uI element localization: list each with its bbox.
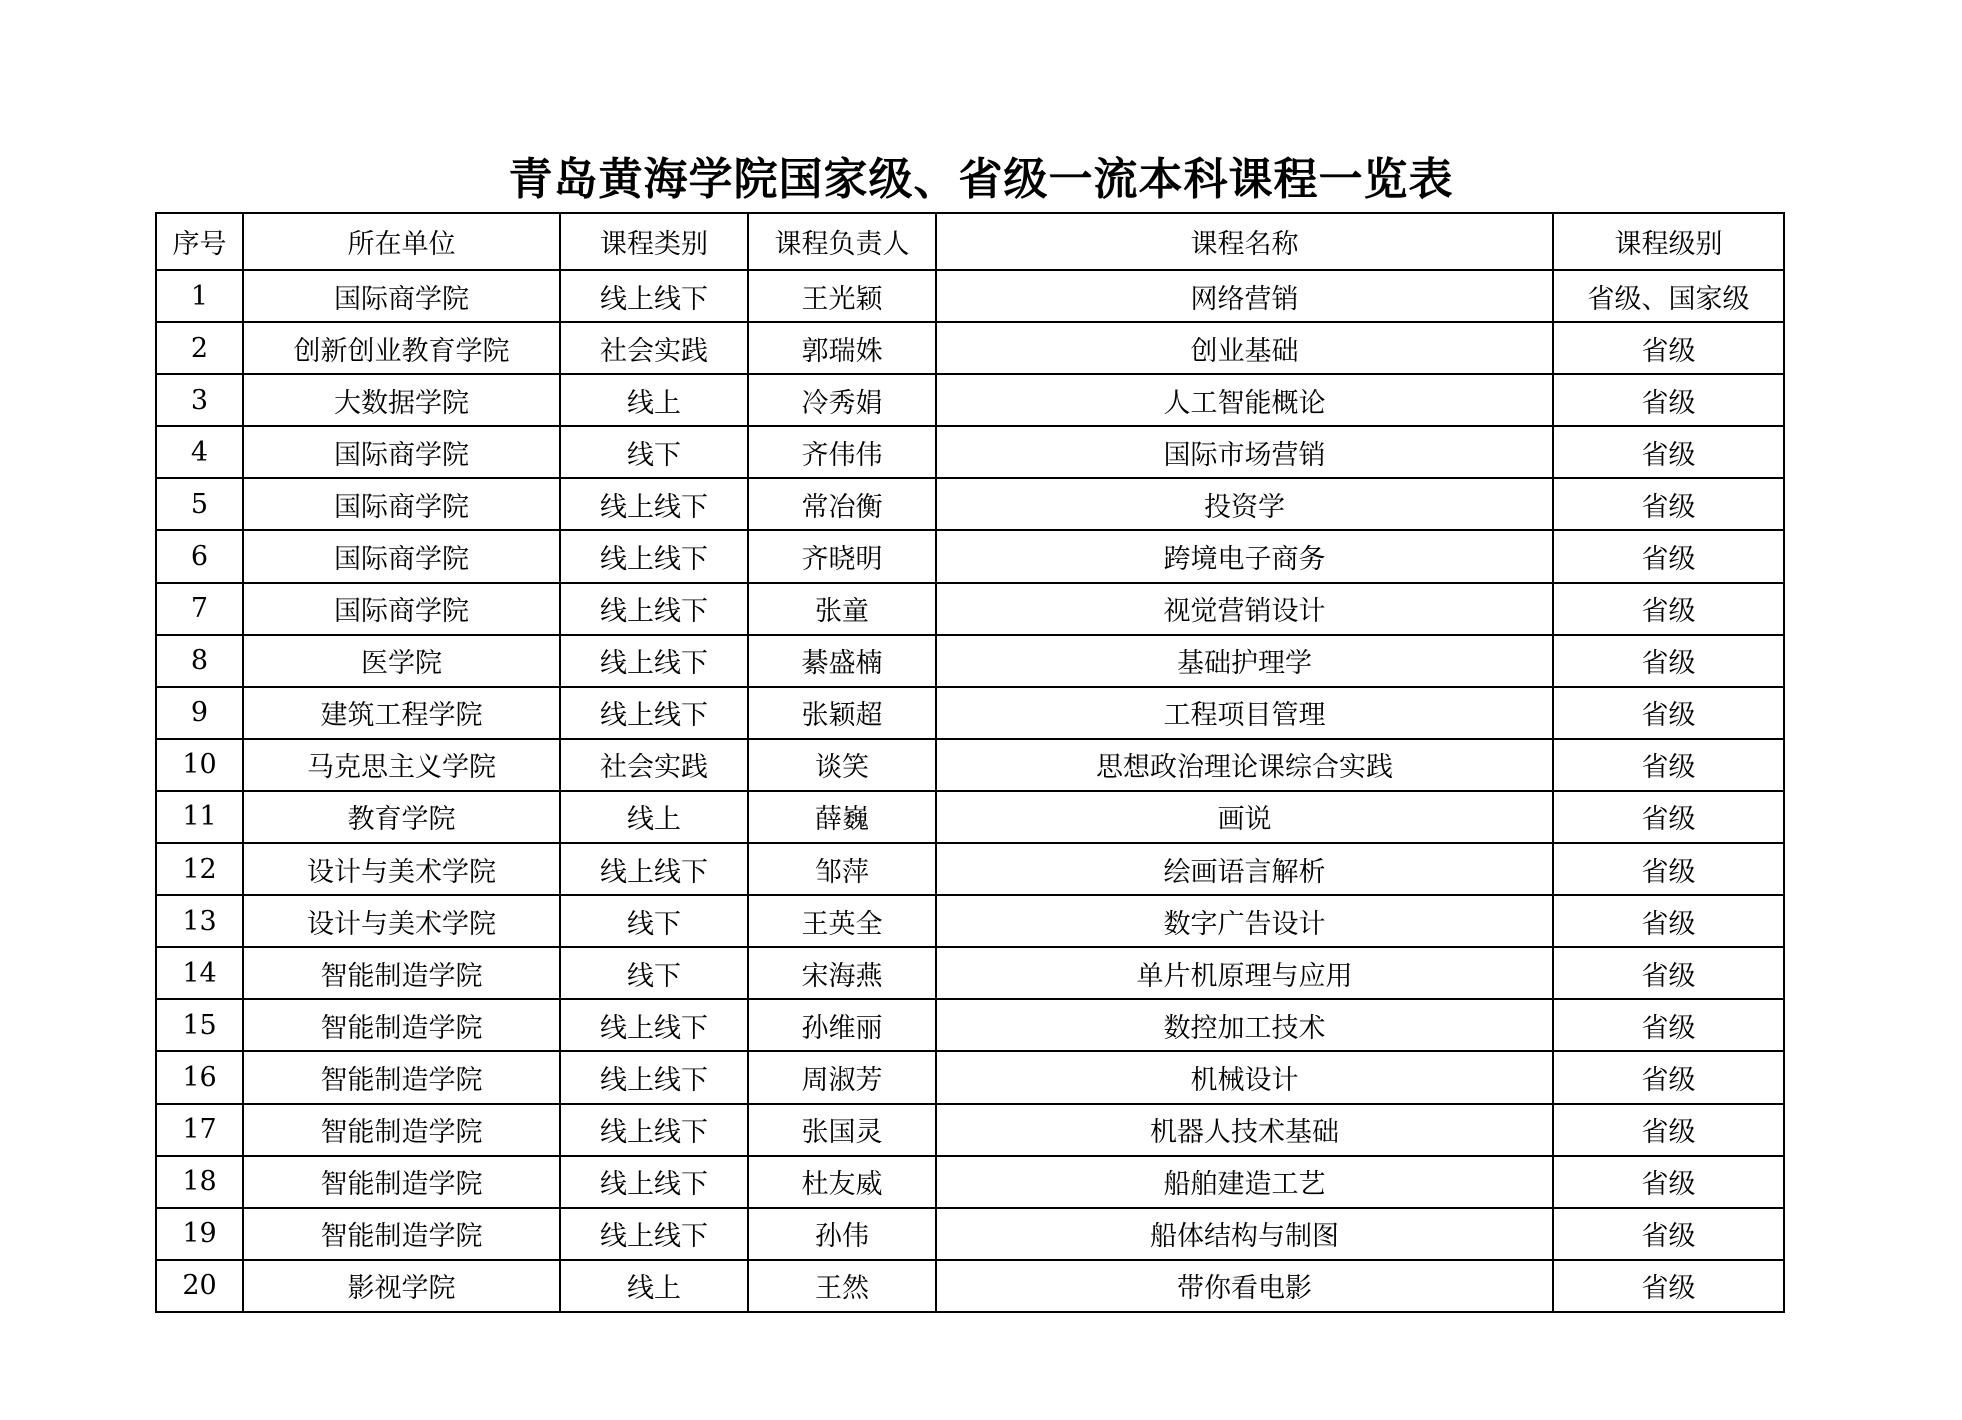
cell-course-lead: 王英全 [748,895,936,947]
cell-course-lead: 王然 [748,1260,936,1312]
table-row [156,999,1784,1051]
cell-course-type: 线上线下 [560,635,748,687]
cell-course-type: 线上线下 [560,1104,748,1156]
cell-index: 12 [156,843,243,895]
cell-index: 10 [156,739,243,791]
header-course-level: 课程级别 [1553,213,1784,270]
cell-course-name: 工程项目管理 [936,687,1553,739]
cell-index: 7 [156,583,243,635]
cell-course-lead: 齐晓明 [748,530,936,582]
table-row [156,374,1784,426]
cell-course-name: 网络营销 [936,270,1553,322]
header-unit: 所在单位 [243,213,560,270]
cell-course-type: 线下 [560,426,748,478]
cell-index: 9 [156,687,243,739]
cell-unit: 智能制造学院 [243,1156,560,1208]
cell-course-type: 线上线下 [560,1051,748,1103]
cell-unit: 国际商学院 [243,426,560,478]
cell-course-lead: 冷秀娟 [748,374,936,426]
cell-course-lead: 周淑芳 [748,1051,936,1103]
table-row [156,478,1784,530]
cell-unit: 智能制造学院 [243,999,560,1051]
cell-course-name: 船体结构与制图 [936,1208,1553,1260]
cell-course-type: 线上线下 [560,843,748,895]
cell-course-level: 省级 [1553,426,1784,478]
table-row [156,895,1784,947]
cell-course-name: 绘画语言解析 [936,843,1553,895]
cell-index: 17 [156,1104,243,1156]
cell-course-name: 画说 [936,791,1553,843]
cell-course-type: 线上线下 [560,999,748,1051]
cell-course-level: 省级 [1553,635,1784,687]
header-course-type: 课程类别 [560,213,748,270]
cell-course-name: 单片机原理与应用 [936,947,1553,999]
table-row [156,426,1784,478]
cell-course-type: 线上 [560,374,748,426]
cell-index: 13 [156,895,243,947]
cell-unit: 医学院 [243,635,560,687]
page-title: 青岛黄海学院国家级、省级一流本科课程一览表 [508,154,1454,205]
cell-index: 6 [156,530,243,582]
cell-unit: 国际商学院 [243,270,560,322]
cell-course-name: 带你看电影 [936,1260,1553,1312]
cell-course-name: 国际市场营销 [936,426,1553,478]
cell-course-name: 基础护理学 [936,635,1553,687]
cell-course-level: 省级 [1553,322,1784,374]
table-row [156,1260,1784,1312]
cell-course-type: 线上线下 [560,583,748,635]
cell-course-level: 省级 [1553,1156,1784,1208]
cell-course-level: 省级 [1553,843,1784,895]
cell-course-type: 线上线下 [560,687,748,739]
cell-course-type: 线上线下 [560,478,748,530]
cell-unit: 建筑工程学院 [243,687,560,739]
cell-course-name: 数控加工技术 [936,999,1553,1051]
cell-course-lead: 王光颖 [748,270,936,322]
cell-course-name: 跨境电子商务 [936,530,1553,582]
table-row [156,947,1784,999]
cell-course-type: 线上线下 [560,270,748,322]
table-row [156,1051,1784,1103]
cell-index: 11 [156,791,243,843]
cell-course-type: 线下 [560,895,748,947]
cell-course-name: 机器人技术基础 [936,1104,1553,1156]
cell-course-level: 省级 [1553,1208,1784,1260]
cell-course-type: 线下 [560,947,748,999]
cell-course-level: 省级 [1553,739,1784,791]
cell-index: 14 [156,947,243,999]
table-row [156,270,1784,322]
table-row [156,530,1784,582]
cell-course-lead: 綦盛楠 [748,635,936,687]
cell-course-type: 线上 [560,791,748,843]
cell-course-level: 省级 [1553,478,1784,530]
cell-course-lead: 常冶衡 [748,478,936,530]
cell-course-level: 省级 [1553,947,1784,999]
table-header [156,213,1784,270]
cell-unit: 设计与美术学院 [243,895,560,947]
cell-index: 5 [156,478,243,530]
cell-unit: 设计与美术学院 [243,843,560,895]
cell-unit: 国际商学院 [243,478,560,530]
cell-course-type: 社会实践 [560,739,748,791]
header-index: 序号 [156,213,243,270]
cell-course-name: 投资学 [936,478,1553,530]
table-body [156,270,1784,1312]
cell-course-lead: 宋海燕 [748,947,936,999]
table-row [156,791,1784,843]
cell-unit: 教育学院 [243,791,560,843]
cell-course-type: 社会实践 [560,322,748,374]
cell-course-name: 思想政治理论课综合实践 [936,739,1553,791]
table-row [156,635,1784,687]
cell-course-name: 创业基础 [936,322,1553,374]
cell-unit: 智能制造学院 [243,1208,560,1260]
cell-unit: 大数据学院 [243,374,560,426]
cell-index: 2 [156,322,243,374]
cell-index: 1 [156,270,243,322]
cell-course-name: 人工智能概论 [936,374,1553,426]
cell-course-level: 省级 [1553,687,1784,739]
cell-index: 8 [156,635,243,687]
cell-index: 19 [156,1208,243,1260]
cell-course-type: 线上 [560,1260,748,1312]
cell-course-lead: 薛巍 [748,791,936,843]
cell-index: 20 [156,1260,243,1312]
header-row [156,213,1784,270]
cell-course-name: 船舶建造工艺 [936,1156,1553,1208]
cell-unit: 创新创业教育学院 [243,322,560,374]
cell-course-type: 线上线下 [560,530,748,582]
cell-course-lead: 郭瑞姝 [748,322,936,374]
cell-index: 18 [156,1156,243,1208]
cell-course-lead: 杜友威 [748,1156,936,1208]
cell-index: 4 [156,426,243,478]
table-row [156,1208,1784,1260]
cell-course-level: 省级 [1553,999,1784,1051]
cell-index: 16 [156,1051,243,1103]
course-table [155,212,1785,1313]
cell-course-type: 线上线下 [560,1156,748,1208]
table-row [156,1156,1784,1208]
cell-course-level: 省级 [1553,1051,1784,1103]
header-course-lead: 课程负责人 [748,213,936,270]
cell-course-lead: 张国灵 [748,1104,936,1156]
header-course-name: 课程名称 [936,213,1553,270]
cell-course-type: 线上线下 [560,1208,748,1260]
cell-course-level: 省级 [1553,374,1784,426]
cell-course-level: 省级 [1553,1104,1784,1156]
cell-course-name: 视觉营销设计 [936,583,1553,635]
table-row [156,583,1784,635]
cell-course-lead: 孙伟 [748,1208,936,1260]
cell-course-name: 数字广告设计 [936,895,1553,947]
cell-unit: 马克思主义学院 [243,739,560,791]
cell-unit: 国际商学院 [243,583,560,635]
cell-course-level: 省级 [1553,791,1784,843]
cell-course-lead: 张童 [748,583,936,635]
table-row [156,322,1784,374]
cell-unit: 影视学院 [243,1260,560,1312]
cell-course-lead: 孙维丽 [748,999,936,1051]
table-row [156,1104,1784,1156]
cell-course-lead: 齐伟伟 [748,426,936,478]
cell-unit: 国际商学院 [243,530,560,582]
table-row [156,739,1784,791]
cell-unit: 智能制造学院 [243,947,560,999]
cell-course-level: 省级、国家级 [1553,270,1784,322]
cell-course-level: 省级 [1553,895,1784,947]
cell-unit: 智能制造学院 [243,1104,560,1156]
cell-course-lead: 邹萍 [748,843,936,895]
table-row [156,687,1784,739]
cell-course-name: 机械设计 [936,1051,1553,1103]
table-row [156,843,1784,895]
cell-unit: 智能制造学院 [243,1051,560,1103]
cell-index: 3 [156,374,243,426]
cell-index: 15 [156,999,243,1051]
cell-course-level: 省级 [1553,583,1784,635]
cell-course-lead: 谈笑 [748,739,936,791]
cell-course-level: 省级 [1553,530,1784,582]
cell-course-lead: 张颖超 [748,687,936,739]
cell-course-level: 省级 [1553,1260,1784,1312]
